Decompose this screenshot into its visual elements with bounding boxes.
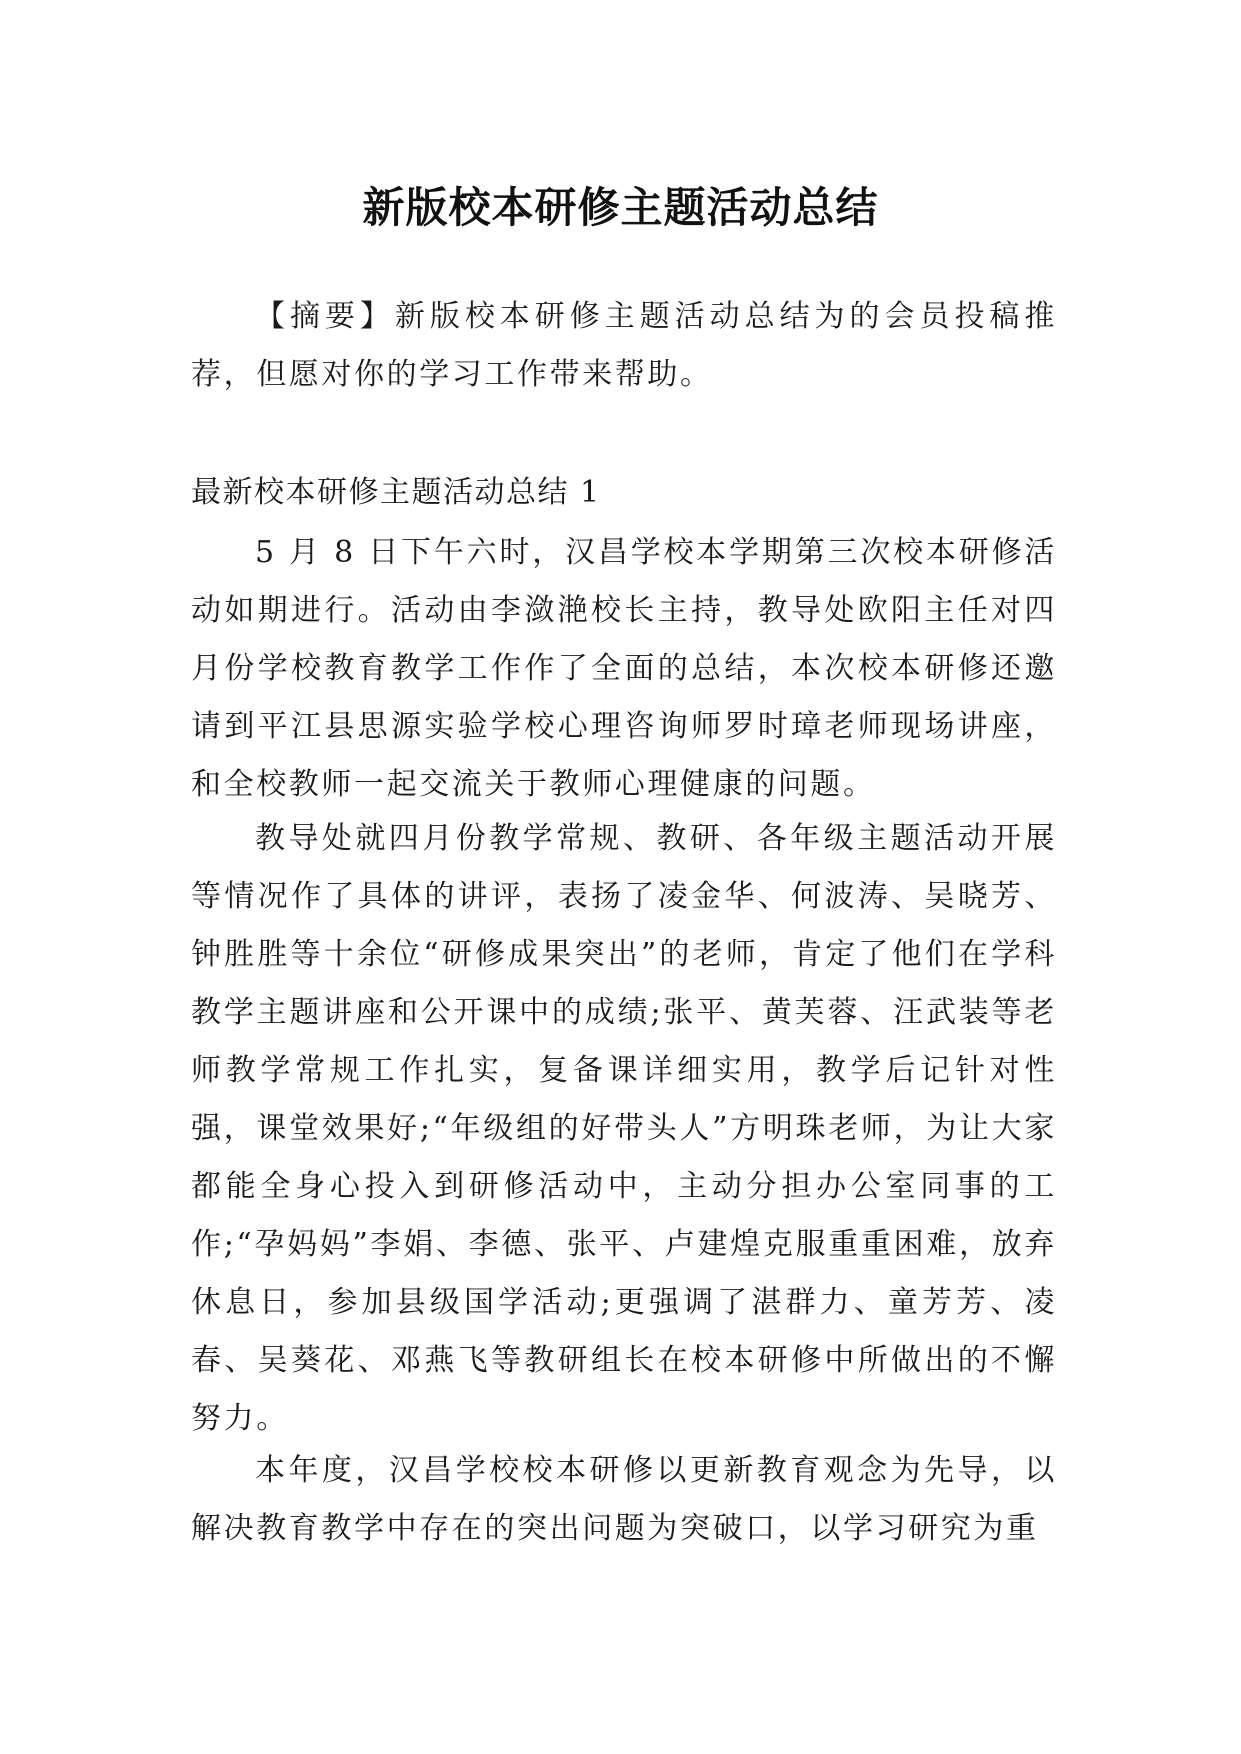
section-heading: 最新校本研修主题活动总结 1 [191,475,601,510]
abstract-paragraph: 【摘要】新版校本研修主题活动总结为的会员投稿推荐，但愿对你的学习工作带来帮助。 [191,299,1057,392]
body-paragraph: 教导处就四月份教学常规、教研、各年级主题活动开展等情况作了具体的讲评，表扬了凌金华、何波涛、吴晓芳、钟胜胜等十余位“研修成果突出”的老师，肯定了他们在学科教学主题讲座和公开课中的成绩;张平、黄芙蓉、汪武装等老师教学常规工作扎实，复备课详细实用，教学后记针对性强，课堂效果好;“年级组的好带头人”方明珠老师，为让大家都能全身心投入到研修活动中，主动分担办公室同事的工作;“孕妈妈”李娟、李德、张平、卢建煌克服重重困难，放弃休息日，参加县级国学活动;更强调了湛群力、童芳芳、凌春、吴葵花、邓燕飞等教研组长在校本研修中所做出的不懈努力。 [191,821,1057,1436]
document-title: 新版校本研修主题活动总结 [362,183,879,233]
body-paragraph: 5 月 8 日下午六时，汉昌学校本学期第三次校本研修活动如期进行。活动由李潋滟校长主持，教导处欧阳主任对四月份学校教育教学工作作了全面的总结，本次校本研修还邀请到平江县思源实验学校心理咨询师罗时璋老师现场讲座，和全校教师一起交流关于教师心理健康的问题。 [191,535,1057,802]
body-paragraph: 本年度，汉昌学校校本研修以更新教育观念为先导，以解决教育教学中存在的突出问题为突破口，以学习研究为重 [191,1453,1057,1546]
